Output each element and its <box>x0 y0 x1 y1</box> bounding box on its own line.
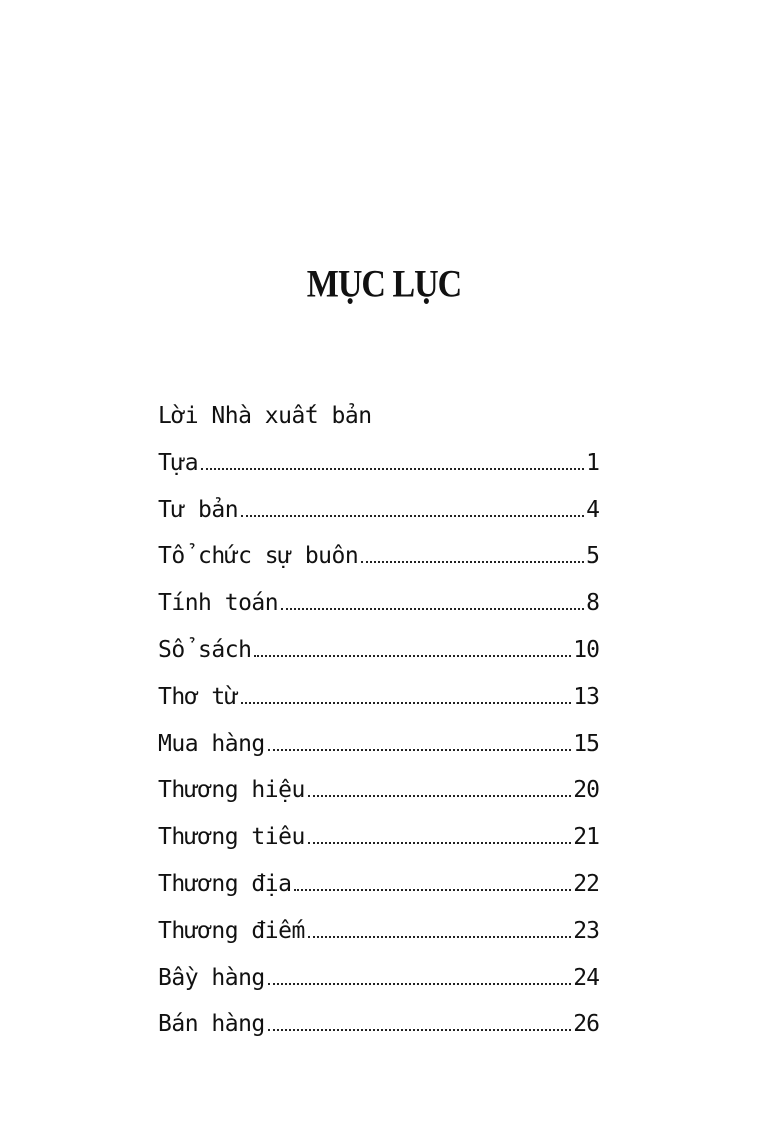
dot-leader <box>294 889 571 891</box>
toc-entry-label: Bầy hàng <box>158 964 265 991</box>
toc-entry <box>158 585 599 632</box>
toc-entry-page: 22 <box>573 870 599 897</box>
toc-entry-label: Tựa <box>158 449 199 476</box>
toc-entry-label: Tư bản <box>158 496 239 523</box>
dot-leader <box>361 561 584 563</box>
toc-entry-label: Sổ sách <box>158 636 252 663</box>
toc-entry <box>158 819 599 866</box>
page-title: MỤC LỤC <box>306 263 462 306</box>
toc-entry-page: 4 <box>586 496 599 523</box>
toc-entry <box>158 679 599 726</box>
toc-entry-page: 5 <box>586 543 599 570</box>
toc-entry-label: Mua hàng <box>158 730 265 757</box>
dot-leader <box>241 515 584 517</box>
dot-leader <box>268 749 572 751</box>
toc-entry-label: Tổ chức sự buôn <box>158 543 359 570</box>
toc-entry-page: 8 <box>586 590 599 617</box>
toc-entry-page: 21 <box>573 824 599 851</box>
toc-entry-label: Thương tiêu <box>158 824 305 851</box>
toc-entry <box>158 492 599 539</box>
dot-leader <box>201 468 584 470</box>
toc-preface <box>158 398 599 445</box>
toc-entry-page: 13 <box>573 683 599 710</box>
toc-entry <box>158 538 599 585</box>
toc-entry-label: Thương địa <box>158 870 292 897</box>
toc-entry <box>158 960 599 1007</box>
toc-entry <box>158 913 599 960</box>
toc-entry-label: Thương điếm <box>158 917 305 944</box>
toc-entry <box>158 866 599 913</box>
toc-entry <box>158 445 599 492</box>
toc-entry <box>158 1006 599 1053</box>
toc-entry-page: 1 <box>586 449 599 476</box>
toc-entry-page: 24 <box>573 964 599 991</box>
dot-leader <box>254 655 571 657</box>
toc-entry-page: 15 <box>573 730 599 757</box>
dot-leader <box>268 1029 572 1031</box>
toc-entry <box>158 772 599 819</box>
toc-entry <box>158 726 599 773</box>
toc-entry-page: 20 <box>573 777 599 804</box>
toc-preface-label: Lời Nhà xuất bản <box>158 403 372 429</box>
toc-entry-label: Thơ từ <box>158 683 239 710</box>
dot-leader <box>268 983 572 985</box>
dot-leader <box>308 936 571 938</box>
toc-entry-page: 26 <box>573 1011 599 1038</box>
toc-entry-page: 23 <box>573 917 599 944</box>
dot-leader <box>308 795 571 797</box>
dot-leader <box>308 842 571 844</box>
toc-entry <box>158 632 599 679</box>
table-of-contents <box>158 398 599 1053</box>
toc-entry-label: Bán hàng <box>158 1011 265 1038</box>
dot-leader <box>241 702 571 704</box>
toc-entry-page: 10 <box>573 636 599 663</box>
toc-entry-label: Thương hiệu <box>158 777 305 804</box>
dot-leader <box>281 608 584 610</box>
toc-entry-label: Tính toán <box>158 590 279 617</box>
